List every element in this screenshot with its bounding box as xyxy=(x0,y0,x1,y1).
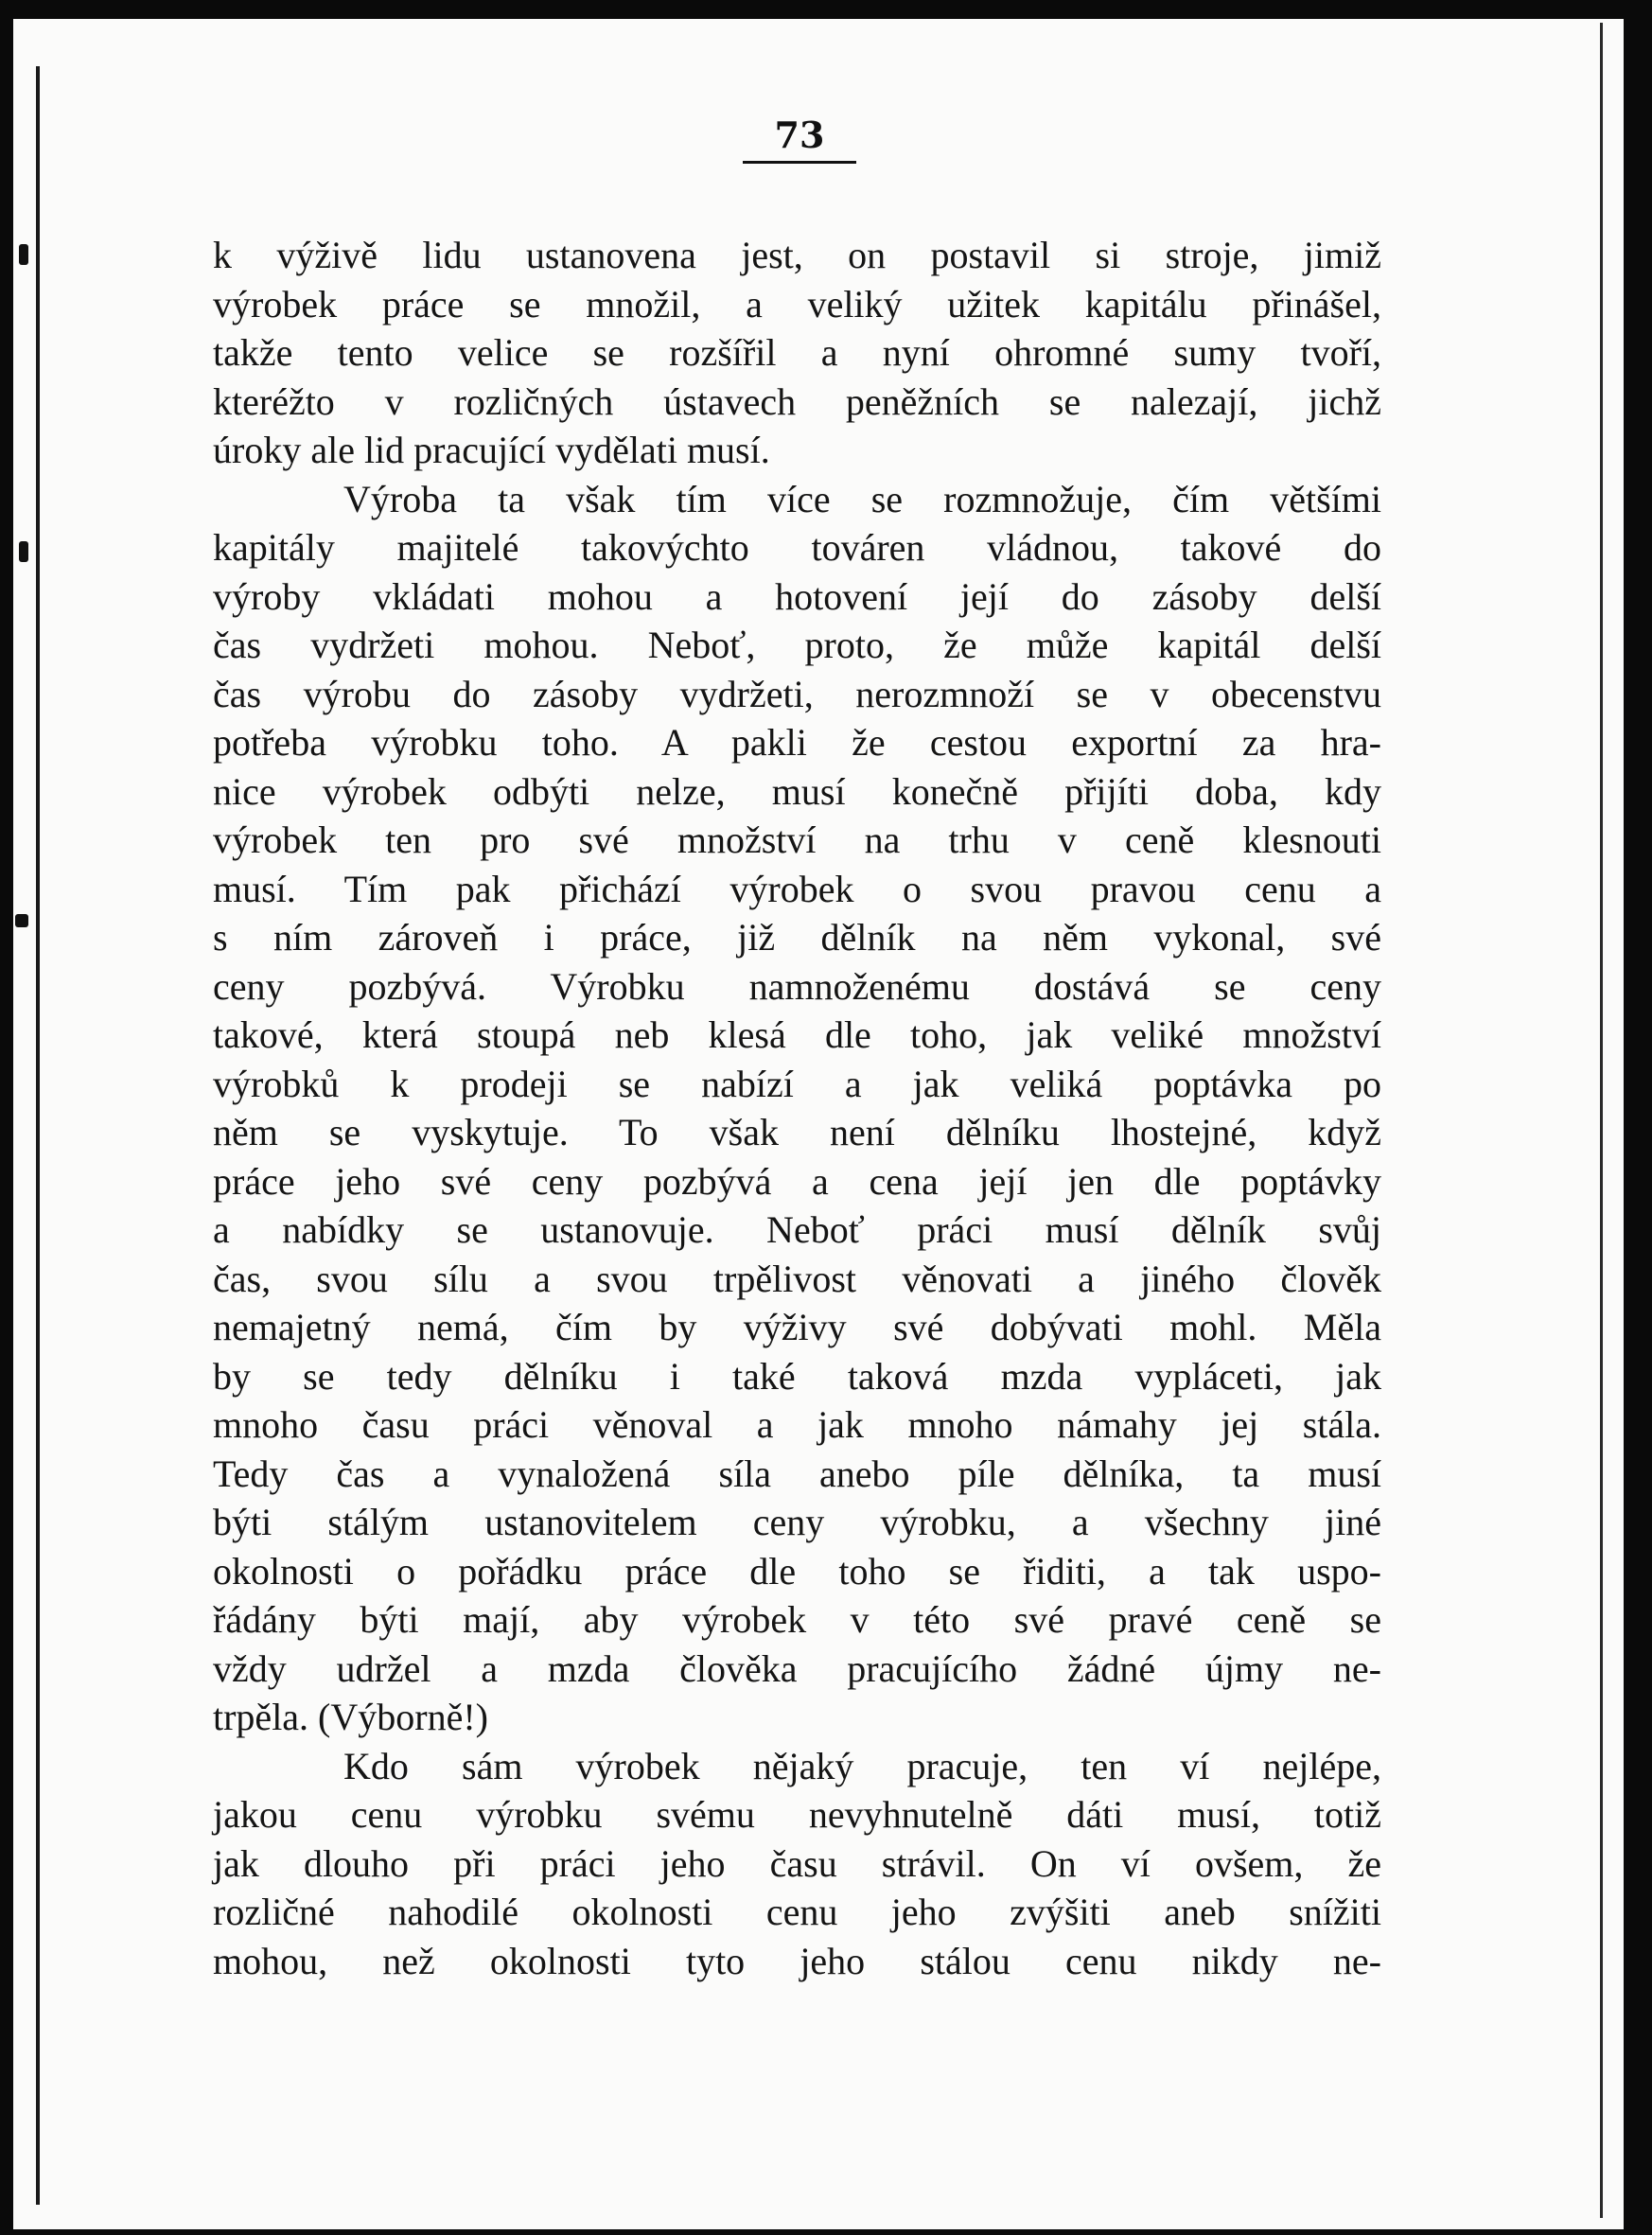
text-line: řádány býti mají, aby výrobek v této své pravé ceně se xyxy=(213,1598,1381,1641)
text-line: by se tedy dělníku i také taková mzda vypláceti, jak xyxy=(213,1354,1381,1398)
text-line: ceny pozbývá. Výrobku namnoženému dostává se ceny xyxy=(213,964,1381,1008)
text-line: výrobek ten pro své množství na trhu v ceně klesnouti xyxy=(213,818,1381,861)
page-number-rule xyxy=(743,161,856,164)
page-edge-right xyxy=(1600,23,1603,2218)
text-line: takové, která stoupá neb klesá dle toho, jak veliké množství xyxy=(213,1013,1381,1056)
text-line: Tedy čas a vynaložená síla anebo píle dělníka, ta musí xyxy=(213,1452,1381,1495)
text-line: čas výrobu do zásoby vydržeti, nerozmnoží se v obecenstvu xyxy=(213,672,1381,715)
text-line: vždy udržel a mzda člověka pracujícího žádné újmy ne- xyxy=(213,1646,1381,1690)
text-line: čas, svou sílu a svou trpělivost věnovati a jiného člověk xyxy=(213,1257,1381,1300)
text-line: musí. Tím pak přichází výrobek o svou pravou cenu a xyxy=(213,867,1381,910)
text-line: k výživě lidu ustanovena jest, on postavil si stroje, jimiž xyxy=(213,234,1381,276)
text-line: a nabídky se ustanovuje. Neboť práci musí dělník svůj xyxy=(213,1208,1381,1251)
text-line: něm se vyskytuje. To však není dělníku lhostejné, když xyxy=(213,1111,1381,1153)
text-line: čas vydržeti mohou. Neboť, proto, že může kapitál delší xyxy=(213,624,1381,666)
text-line: práce jeho své ceny pozbývá a cena její jen dle poptávky xyxy=(213,1159,1381,1203)
text-line: úroky ale lid pracující vydělati musí. xyxy=(213,429,770,471)
binding-mark xyxy=(19,244,28,265)
binding-mark xyxy=(15,914,28,927)
body-text xyxy=(213,231,1381,1985)
text-line: býti stálým ustanovitelem ceny výrobku, a všechny jiné xyxy=(213,1501,1381,1543)
binding-mark xyxy=(19,541,28,562)
text-line: okolnosti o pořádku práce dle toho se řiditi, a tak uspo- xyxy=(213,1549,1381,1593)
text-line: s ním zároveň i práce, již dělník na něm vykonal, své xyxy=(213,916,1381,959)
text-line: Kdo sám výrobek nějaký pracuje, ten ví nejlépe, xyxy=(343,1744,1381,1787)
text-line: potřeba výrobku toho. A pakli že cestou exportní za hra- xyxy=(213,721,1381,764)
text-line: trpěla. (Výborně!) xyxy=(213,1696,488,1738)
text-line: mohou, než okolnosti tyto jeho stálou cenu nikdy ne- xyxy=(213,1939,1381,1982)
text-line: výroby vkládati mohou a hotovení její do zásoby delší xyxy=(213,574,1381,618)
text-line: mnoho času práci věnoval a jak mnoho námahy jej stála. xyxy=(213,1403,1381,1446)
page-number: 73 xyxy=(774,114,825,156)
text-line: kteréžto v rozličných ústavech peněžních se nalezají, jichž xyxy=(213,379,1381,423)
text-line: jakou cenu výrobku svému nevyhnutelně dáti musí, totiž xyxy=(213,1793,1381,1836)
text-line: Výroba ta však tím více se rozmnožuje, čím většími xyxy=(343,477,1381,520)
text-line: nice výrobek odbýti nelze, musí konečně přijíti doba, kdy xyxy=(213,769,1381,813)
text-line: výrobek práce se množil, a veliký užitek kapitálu přinášel, xyxy=(213,282,1381,326)
page-edge-left xyxy=(36,66,40,2205)
text-line: nemajetný nemá, čím by výživy své dobývati mohl. Měla xyxy=(213,1306,1381,1348)
text-line: jak dlouho při práci jeho času strávil. On ví ovšem, že xyxy=(213,1841,1381,1885)
text-line: rozličné nahodilé okolnosti cenu jeho zvýšiti aneb snížiti xyxy=(213,1891,1381,1933)
text-line: kapitály majitelé takovýchto továren vládnou, takové do xyxy=(213,526,1381,569)
text-line: výrobků k prodeji se nabízí a jak veliká poptávka po xyxy=(213,1062,1381,1105)
text-line: takže tento velice se rozšířil a nyní ohromné sumy tvoří, xyxy=(213,331,1381,374)
